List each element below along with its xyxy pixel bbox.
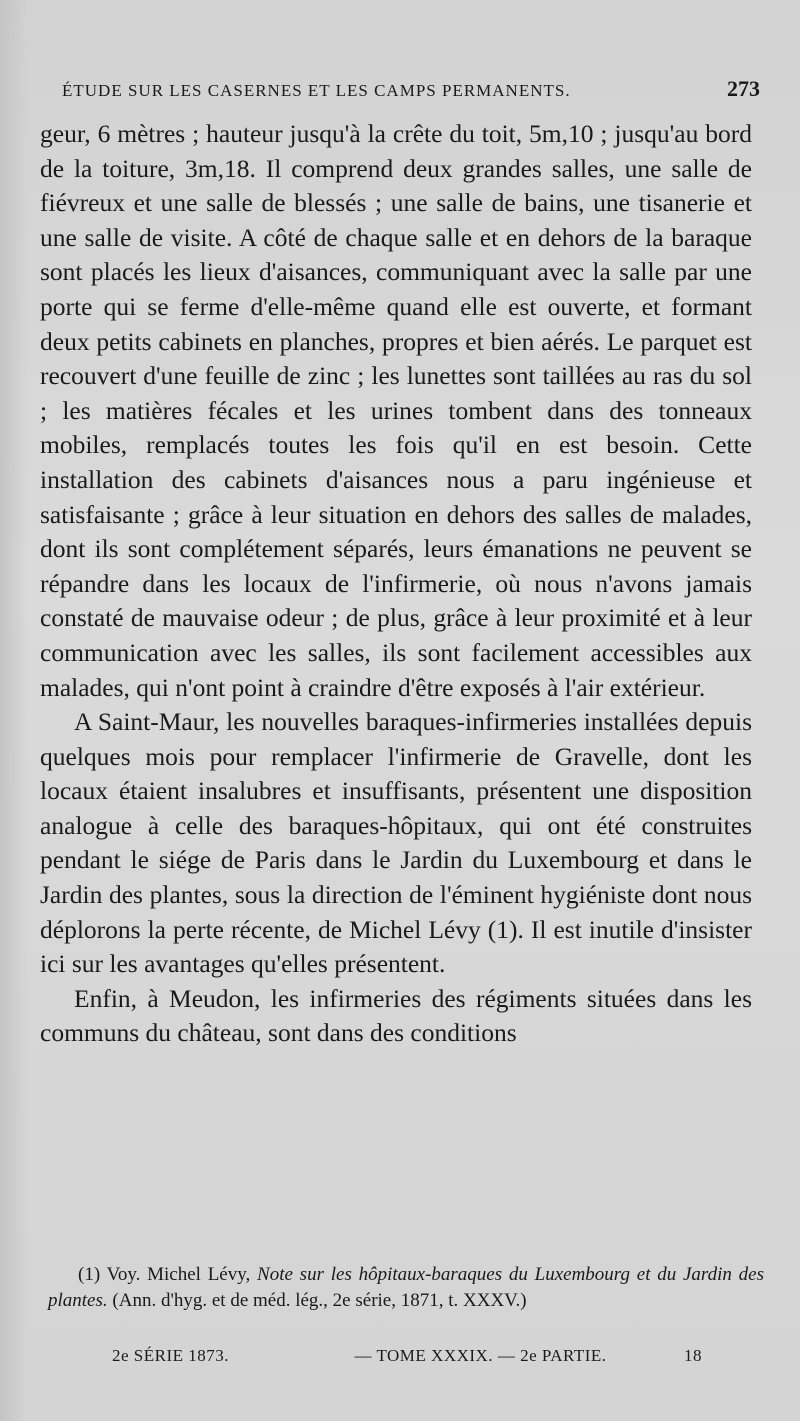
signature-line bbox=[112, 1346, 702, 1366]
paragraph-1: geur, 6 mètres ; hauteur jusqu'à la crête du toit, 5m,10 ; jusqu'au bord de la toiture, 3m,18. Il comprend deux grandes salles, une salle de fiévreux et une salle de blessés ; une salle de bains, une tisanerie et une salle de visite. A côté de chaque salle et en dehors de la baraque sont placés les lieux d'aisances, communiquant avec la salle par une porte qui se ferme d'elle-même quand elle est ouverte, et formant deux petits cabinets en planches, propres et bien aérés. Le parquet est recouvert d'une feuille de zinc ; les lunettes sont taillées au ras du sol ; les matières fécales et les urines tombent dans des tonneaux mobiles, remplacés toutes les fois qu'il en est besoin. Cette installation des cabinets d'aisances nous a paru ingénieuse et satisfaisante ; grâce à leur situation en dehors des salles de malades, dont ils sont complétement séparés, leurs émanations ne peuvent se répandre dans les locaux de l'infirmerie, où nous n'avons jamais constaté de mauvaise odeur ; de plus, grâce à leur proximité et à leur communication avec les salles, ils sont facilement accessibles aux malades, qui n'ont point à craindre d'être exposés à l'air extérieur. bbox=[40, 119, 752, 702]
footnote-text-before: Voy. Michel Lévy, bbox=[106, 1264, 251, 1285]
paragraph-2: A Saint-Maur, les nouvelles baraques-infirmeries installées depuis quelques mois pour remplacer l'infirmerie de Gravelle, dont les locaux étaient insalubres et insuffisants, présentent une disposition analogue à celle des baraques-hôpitaux, qui ont été construites pendant le siége de Paris dans le Jardin du Luxembourg et dans le Jardin des plantes, sous la direction de l'éminent hygiéniste dont nous déplorons la perte récente, de Michel Lévy (1). Il est inutile d'insister ici sur les avantages qu'elles présentent. bbox=[40, 707, 752, 979]
signature-volume: — TOME XXXIX. — 2e PARTIE. bbox=[354, 1346, 607, 1365]
footnote bbox=[48, 1262, 764, 1314]
page-number: 273 bbox=[727, 76, 760, 101]
footnote-text-after: (Ann. d'hyg. et de méd. lég., 2e série, 1871, t. XXXV.) bbox=[112, 1290, 527, 1311]
running-head: ÉTUDE SUR LES CASERNES ET LES CAMPS PERMANENTS. bbox=[62, 81, 571, 100]
page-header bbox=[62, 76, 760, 102]
page-edge-shadow bbox=[0, 0, 28, 1421]
signature-series: 2e SÉRIE 1873. bbox=[112, 1346, 230, 1365]
signature-sheet-number: 18 bbox=[684, 1346, 702, 1365]
footnote-title: Note sur les hôpitaux-baraques du Luxembourg et du Jardin des plantes. bbox=[48, 1264, 764, 1311]
body-text bbox=[40, 117, 752, 1051]
footnote-marker: (1) bbox=[78, 1264, 101, 1285]
paragraph-3: Enfin, à Meudon, les infirmeries des régiments situées dans les communs du château, sont dans des conditions bbox=[40, 983, 752, 1048]
